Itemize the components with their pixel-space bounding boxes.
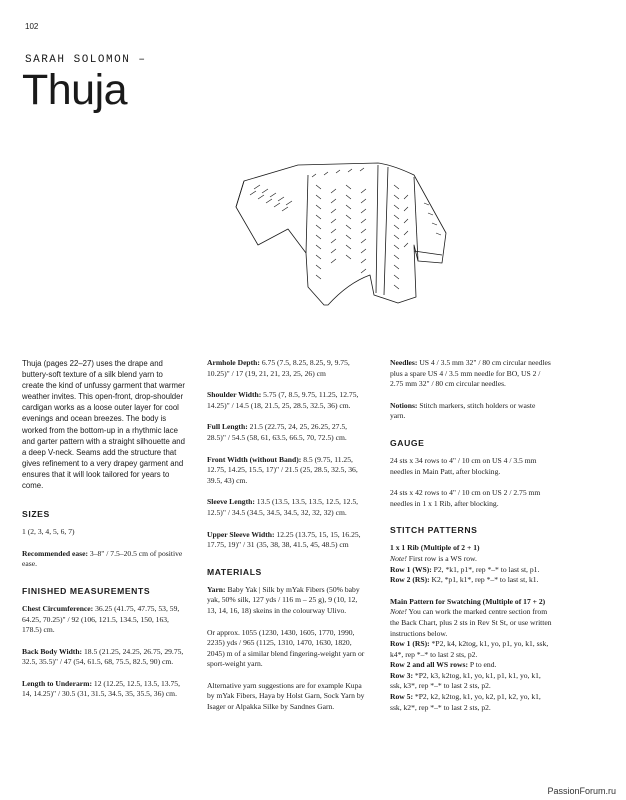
recommended-ease: [22, 549, 186, 570]
measurement-label: Upper Sleeve Width:: [207, 529, 275, 539]
needles-label: Needles:: [390, 358, 418, 367]
main-row: [390, 639, 552, 660]
notions: [390, 401, 552, 422]
measurement-label: Chest Circumference:: [22, 603, 94, 613]
measurement-value: 13.5 (13.5, 13.5, 13.5, 12.5, 12.5, 12.5)" / 34.5 (34.5, 34.5, 34.5, 32, 32, 32) cm.: [207, 497, 359, 517]
intro-paragraph: Thuja (pages 22–27) uses the drape and buttery-soft texture of a silk blend yarn to create the kind of unfussy garment that warmer weather invites. This open-front, drop-shoulder cardigan works as a loose outer layer for cool evenings and ocean breezes. The body is worked from the bottom-up in a rhythmic lace and garter pattern with a straight silhouette and a deep V-neck. Seams add the structure that gives refinement to a very drapey garment and ensures that it will look tailored for years to come.: [22, 359, 185, 491]
measurement-label: Full Length:: [207, 422, 248, 432]
notions-label: Notions:: [390, 400, 418, 410]
rib-title: 1 x 1 Rib (Multiple of 2 + 1): [390, 543, 480, 553]
row-value: P to end.: [468, 660, 497, 670]
yarn-approx: Or approx. 1055 (1230, 1430, 1605, 1770, 1990, 2235) yds / 965 (1125, 1310, 1470, 1630, 1820, 2045) m of a similar blend fingering-weight yarn or sport-weight yarn.: [207, 627, 365, 669]
rib-note: First row is a WS row.: [406, 553, 477, 563]
measurement-value: 18.5 (21.25, 24.25, 26.75, 29.75, 32.5, 35.5)" / 47 (54, 61.5, 68, 75.5, 82.5, 90) cm.: [22, 646, 184, 667]
row-label: Row 5:: [390, 692, 413, 702]
yarn-alternatives: Alternative yarn suggestions are for example Kupa by mYak Fibers, Haya by Holst Garn, Sock Yarn by Isager or Alpakka Silke by Sandnes Garn.: [207, 680, 365, 712]
ease-label: Recommended ease:: [22, 548, 89, 558]
cardigan-illustration: [228, 155, 468, 315]
row-label: Row 1 (RS):: [390, 639, 430, 649]
needles-value: US 4 / 3.5 mm 32" / 80 cm circular needles plus a spare US 4 / 3.5 mm needle for BO, US 2 / 2.75 mm 32" / 80 cm circular needles.: [390, 358, 551, 389]
ease-value: 3–8" / 7.5–20.5 cm of positive ease.: [22, 548, 183, 569]
rib-pattern: [390, 543, 552, 585]
row-value: *P2, k3, k2tog, k1, yo, k1, p1, k1, yo, k1, ssk, k3*, rep *–* to last 2 sts, p2.: [390, 670, 541, 691]
shoulder-width: [207, 390, 367, 411]
measurement-value: 6.75 (7.5, 8.25, 8.25, 9, 9.75, 10.25)" / 17 (19, 21, 21, 23, 25, 26) cm: [207, 358, 350, 378]
stitch-patterns-heading: STITCH PATTERNS: [390, 525, 478, 536]
length-to-underarm: [22, 679, 186, 700]
measurement-label: Armhole Depth:: [207, 358, 260, 367]
finished-measurements-heading: FINISHED MEASUREMENTS: [22, 585, 151, 596]
sizes-list: 1 (2, 3, 4, 5, 6, 7): [22, 527, 75, 537]
armhole-depth: [207, 358, 367, 379]
rib-row: [390, 575, 552, 586]
row-value: *P2, k2, k2tog, k1, yo, k2, p1, k2, yo, k1, ssk, k2*, rep *–* to last 2 sts, p2.: [390, 692, 541, 712]
main-pattern-title: Main Pattern for Swatching (Multiple of 17 + 2): [390, 596, 546, 606]
yarn: [207, 585, 367, 617]
author-name: SARAH SOLOMON –: [25, 54, 147, 66]
column-right: [390, 358, 552, 713]
page-number: 102: [25, 22, 39, 31]
back-body-width: [22, 647, 186, 668]
row-label: Row 3:: [390, 670, 413, 680]
measurement-value: 12.25 (13.75, 15, 15, 16.25, 17.75, 19)" / 31 (35, 38, 38, 41.5, 45, 48.5) cm: [207, 529, 361, 550]
main-pattern: [390, 597, 552, 714]
column-middle: [207, 358, 367, 724]
chest-circumference: [22, 604, 186, 636]
yarn-value: Baby Yak | Silk by mYak Fibers (50% baby yak, 50% silk, 127 yds / 116 m – 25 g), 9 (10, 12, 13, 14, 16, 18) skeins in the colourway Ulivo.: [207, 584, 360, 615]
measurement-label: Shoulder Width:: [207, 390, 262, 400]
main-note: You can work the marked centre section from the Back Chart, plus 2 sts in Rev St St, or use written instructions below.: [390, 607, 552, 638]
main-note-label: Note!: [390, 607, 407, 617]
pattern-title: Thuja: [22, 66, 128, 114]
full-length: [207, 422, 367, 443]
rib-note-label: Note!: [390, 553, 407, 563]
materials-heading: MATERIALS: [207, 566, 262, 577]
measurement-value: 21.5 (22.75, 24, 25, 26.25, 27.5, 28.5)" / 54.5 (58, 61, 63.5, 66.5, 70, 72.5) cm.: [207, 422, 348, 442]
sleeve-length: [207, 497, 367, 518]
column-left: [22, 358, 186, 711]
yarn-label: Yarn:: [207, 584, 226, 594]
main-row: [390, 671, 552, 692]
gauge-main: 24 sts x 34 rows to 4" / 10 cm on US 4 / 3.5 mm needles in Main Patt, after blocking.: [390, 455, 537, 476]
measurement-value: 5.75 (7, 8.5, 9.75, 11.25, 12.75, 14.25)" / 14.5 (18, 21.5, 25, 28.5, 32.5, 36) cm.: [207, 390, 359, 410]
measurement-value: 8.5 (9.75, 11.25, 12.75, 14.25, 15.5, 17)" / 21.5 (25, 28.5, 32.5, 36, 39.5, 43) cm.: [207, 454, 358, 485]
main-row: [390, 692, 552, 713]
row-label: Row 2 and all WS rows:: [390, 660, 468, 670]
row-value: *P2, k4, k2tog, k1, yo, p1, yo, k1, ssk, k4*, rep *–* to last 2 sts, p2.: [390, 639, 549, 659]
gauge-heading: GAUGE: [390, 437, 425, 448]
measurement-label: Front Width (without Band):: [207, 454, 302, 464]
row-label: Row 1 (WS):: [390, 564, 432, 574]
row-value: P2, *k1, p1*, rep *–* to last st, p1.: [431, 564, 540, 574]
upper-sleeve-width: [207, 530, 367, 551]
measurement-value: 12 (12.25, 12.5, 13.5, 13.75, 14, 14.25)" / 30.5 (31, 31.5, 34.5, 35, 35.5, 36) cm.: [22, 678, 180, 699]
sizes-heading: SIZES: [22, 509, 50, 520]
measurement-label: Back Body Width:: [22, 646, 83, 656]
notions-value: Stitch markers, stitch holders or waste yarn.: [390, 400, 536, 421]
measurement-label: Sleeve Length:: [207, 497, 255, 507]
row-value: K2, *p1, k1*, rep *–* to last st, k1.: [429, 575, 539, 585]
watermark-text: PassionForum.ru: [547, 786, 616, 796]
front-width: [207, 455, 367, 487]
measurement-label: Length to Underarm:: [22, 678, 93, 688]
measurement-value: 36.25 (41.75, 47.75, 53, 59, 64.25, 70.25)" / 92 (106, 121.5, 134.5, 150, 163, 178.5) cm.: [22, 603, 180, 635]
row-label: Row 2 (RS):: [390, 575, 430, 585]
main-row: [390, 660, 552, 671]
rib-row: [390, 565, 552, 576]
needles: [390, 358, 552, 390]
gauge-rib: 24 sts x 42 rows to 4" / 10 cm on US 2 / 2.75 mm needles in 1 x 1 Rib, after blocking.: [390, 488, 541, 508]
